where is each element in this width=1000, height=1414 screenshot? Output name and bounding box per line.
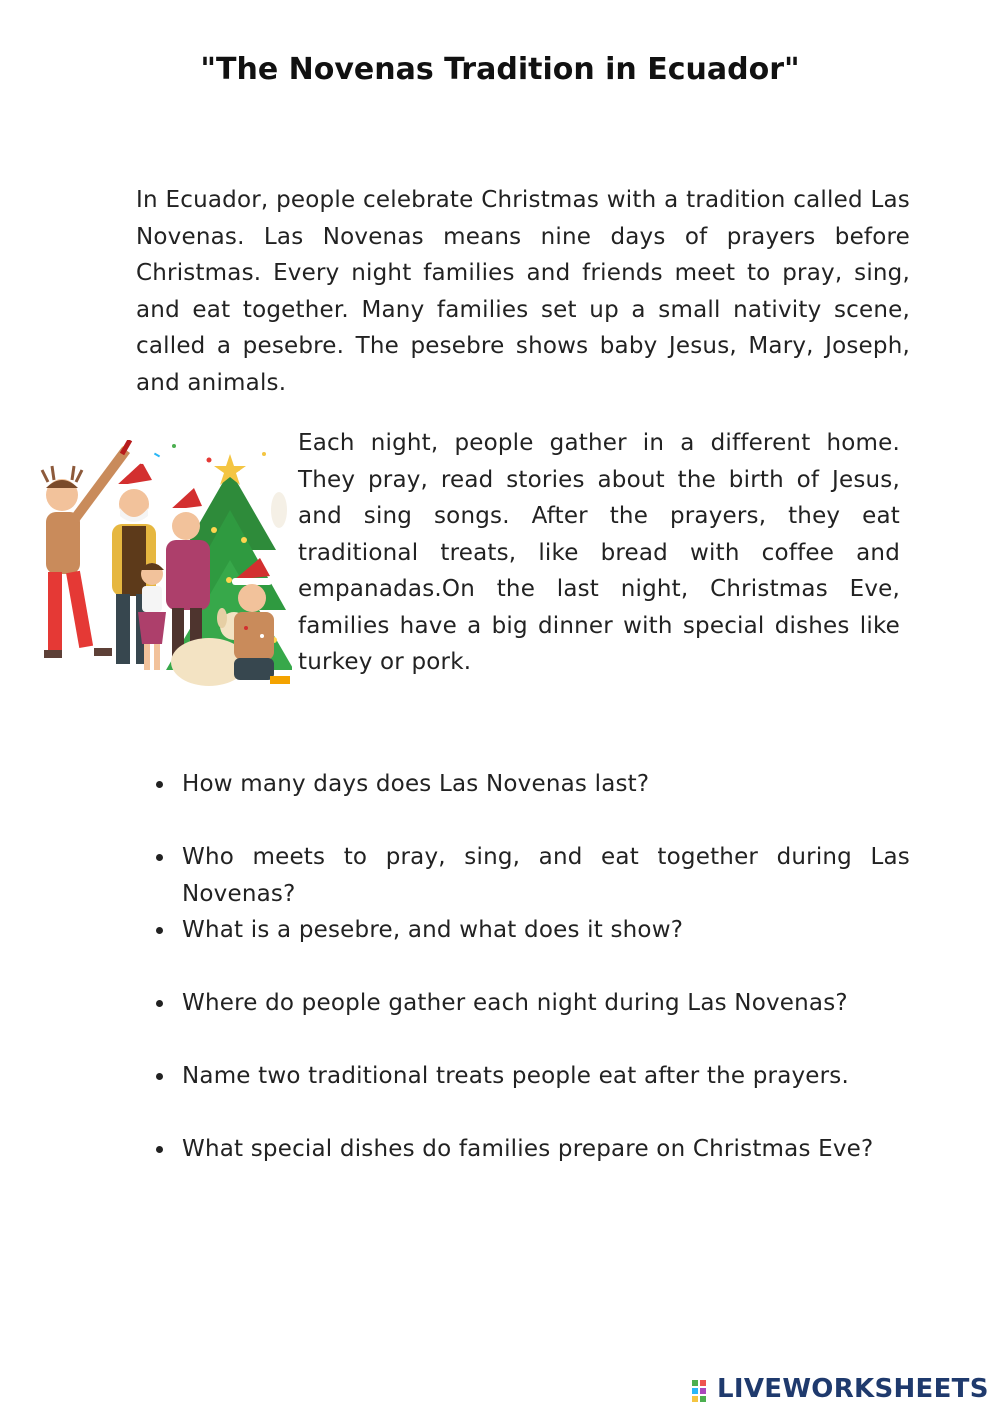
page-title: "The Novenas Tradition in Ecuador" (200, 52, 800, 87)
intro-paragraph: In Ecuador, people celebrate Christmas with a tradition called Las Novenas. Las Novenas means nine days of prayers before Christmas. Every night families and friends meet to pray, sing, and eat together. Many families set up a small nativity scene, called a pesebre. The pesebre shows baby Jesus, Mary, Joseph, and animals. (136, 187, 910, 396)
question-item: Where do people gather each night during Las Novenas? (136, 985, 910, 1058)
question-item: Name two traditional treats people eat after the prayers. (136, 1058, 910, 1131)
logo-text: LIVEWORKSHEETS (717, 1374, 989, 1404)
liveworksheets-logo-icon (692, 1376, 714, 1402)
christmas-family-illustration-icon (34, 440, 292, 702)
second-paragraph: Each night, people gather in a different home. They pray, read stories about the birth of Jesus, and sing songs. After the prayers, they eat traditional treats, like bread with coffee and empanadas.On the last night, Christmas Eve, families have a big dinner with special dishes like turkey or pork. (298, 430, 900, 675)
question-item: Who meets to pray, sing, and eat together during Las Novenas? (136, 839, 910, 912)
question-item: What is a pesebre, and what does it show? (136, 912, 910, 985)
question-item: What special dishes do families prepare on Christmas Eve? (136, 1131, 910, 1204)
liveworksheets-logo[interactable] (692, 1374, 989, 1404)
questions-list (136, 766, 910, 1204)
question-item: How many days does Las Novenas last? (136, 766, 910, 839)
